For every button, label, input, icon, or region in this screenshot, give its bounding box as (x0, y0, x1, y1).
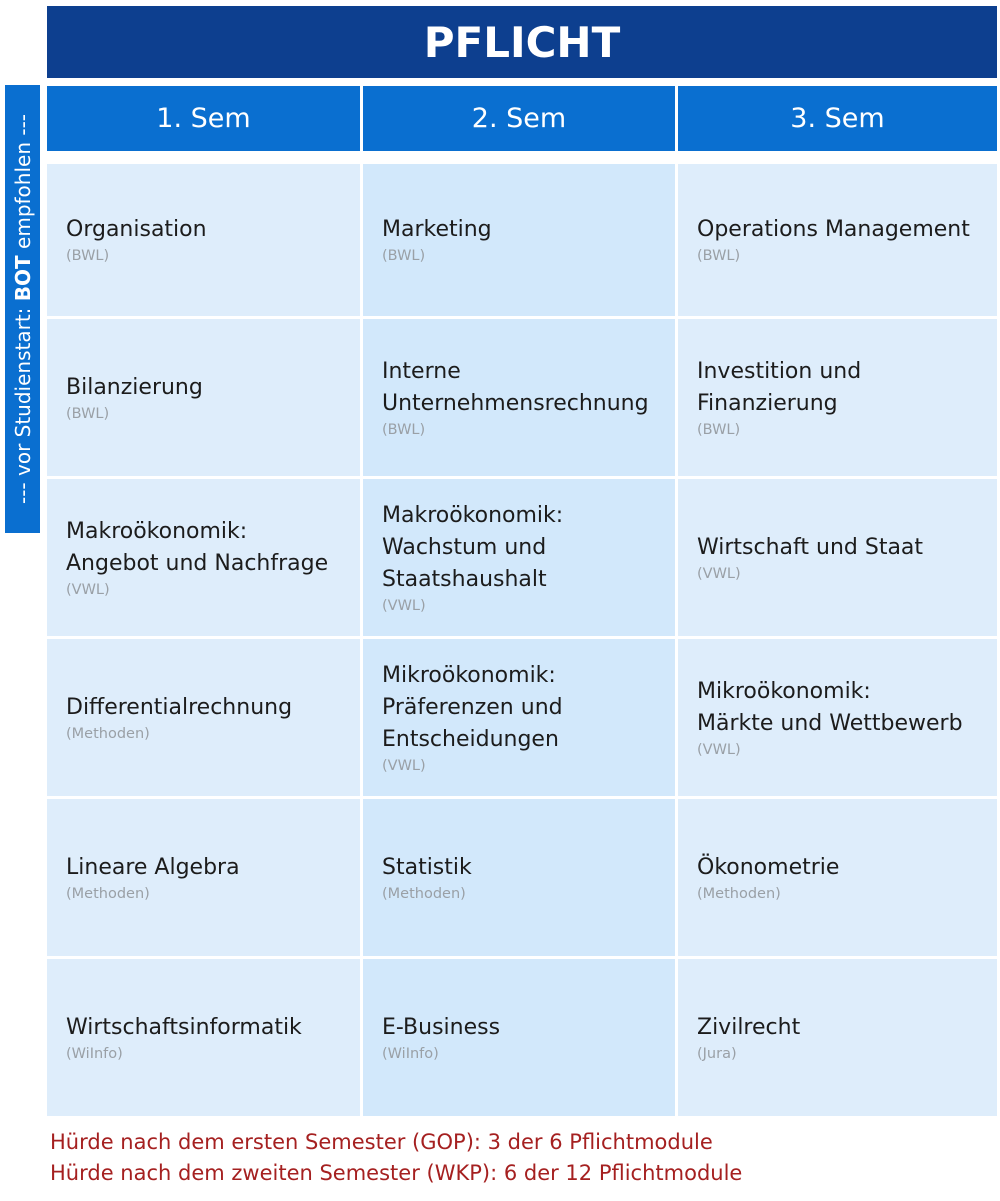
module-cell (47, 959, 360, 1116)
side-label-suffix: empfohlen --- (10, 113, 35, 256)
module-category: (VWL) (697, 741, 741, 758)
module-category: (Methoden) (697, 885, 781, 902)
side-label-prefix: --- vor Studienstart: (10, 301, 35, 505)
side-label-text (11, 114, 35, 504)
module-category: (WiInfo) (66, 1045, 123, 1062)
module-cell (47, 319, 360, 476)
side-label-bold: BOT (10, 255, 35, 302)
module-title: Investition und Finanzierung (697, 358, 862, 416)
module-cell (363, 799, 675, 956)
module-cell (363, 164, 675, 316)
module-title: Bilanzierung (66, 374, 203, 400)
module-cell (678, 639, 997, 796)
module-title: Mikroökonomik: Präferenzen und Entscheidungen (382, 662, 563, 752)
module-title: Differentialrechnung (66, 694, 293, 720)
footer-notes (50, 1127, 742, 1189)
module-title: Lineare Algebra (66, 854, 240, 880)
module-title: Interne Unternehmensrechnung (382, 358, 649, 416)
module-cell (363, 959, 675, 1116)
module-cell (363, 319, 675, 476)
module-category: (BWL) (697, 248, 741, 264)
module-cell (47, 479, 360, 636)
module-category: (BWL) (66, 405, 110, 422)
side-label (5, 85, 40, 533)
module-cell (678, 479, 997, 636)
module-category: (Methoden) (66, 885, 150, 902)
module-category: (WiInfo) (382, 1045, 439, 1062)
module-title: Wirtschaftsinformatik (66, 1014, 302, 1040)
semester-header-3: 3. Sem (678, 86, 997, 151)
module-cell (678, 319, 997, 476)
module-title: Makroökonomik: Wachstum und Staatshaushalt (382, 502, 564, 592)
module-category: (BWL) (697, 421, 741, 438)
module-title: Zivilrecht (697, 1014, 801, 1040)
module-cell (678, 959, 997, 1116)
module-title: Mikroökonomik: Märkte und Wettbewerb (697, 678, 963, 736)
module-title: Ökonometrie (697, 854, 840, 880)
page-title: PFLICHT (47, 6, 997, 78)
module-title: Wirtschaft und Staat (697, 534, 924, 560)
module-cell (678, 164, 997, 316)
module-title: Organisation (66, 217, 207, 242)
module-category: (BWL) (66, 248, 110, 264)
footer-note-wkp: Hürde nach dem zweiten Semester (WKP): 6 der 12 Pflichtmodule (50, 1161, 743, 1185)
module-cell (678, 799, 997, 956)
module-category: (VWL) (382, 757, 426, 774)
module-category: (BWL) (382, 421, 426, 438)
module-cell (363, 639, 675, 796)
module-title: Statistik (382, 854, 472, 880)
module-title: Operations Management (697, 217, 970, 242)
module-cell (47, 164, 360, 316)
semester-header-1: 1. Sem (47, 86, 360, 151)
module-cell (47, 799, 360, 956)
module-category: (BWL) (382, 248, 426, 264)
module-category: (VWL) (66, 581, 110, 598)
module-category: (Jura) (697, 1045, 737, 1062)
module-category: (Methoden) (382, 885, 466, 902)
module-category: (VWL) (697, 565, 741, 582)
footer-note-gop: Hürde nach dem ersten Semester (GOP): 3 der 6 Pflichtmodule (50, 1130, 713, 1154)
module-title: E-Business (382, 1014, 501, 1040)
module-category: (VWL) (382, 597, 426, 614)
module-cell (47, 639, 360, 796)
module-cell (363, 479, 675, 636)
module-title: Marketing (382, 217, 492, 242)
module-category: (Methoden) (66, 725, 150, 742)
semester-header-2: 2. Sem (363, 86, 675, 151)
module-title: Makroökonomik: Angebot und Nachfrage (66, 518, 329, 576)
